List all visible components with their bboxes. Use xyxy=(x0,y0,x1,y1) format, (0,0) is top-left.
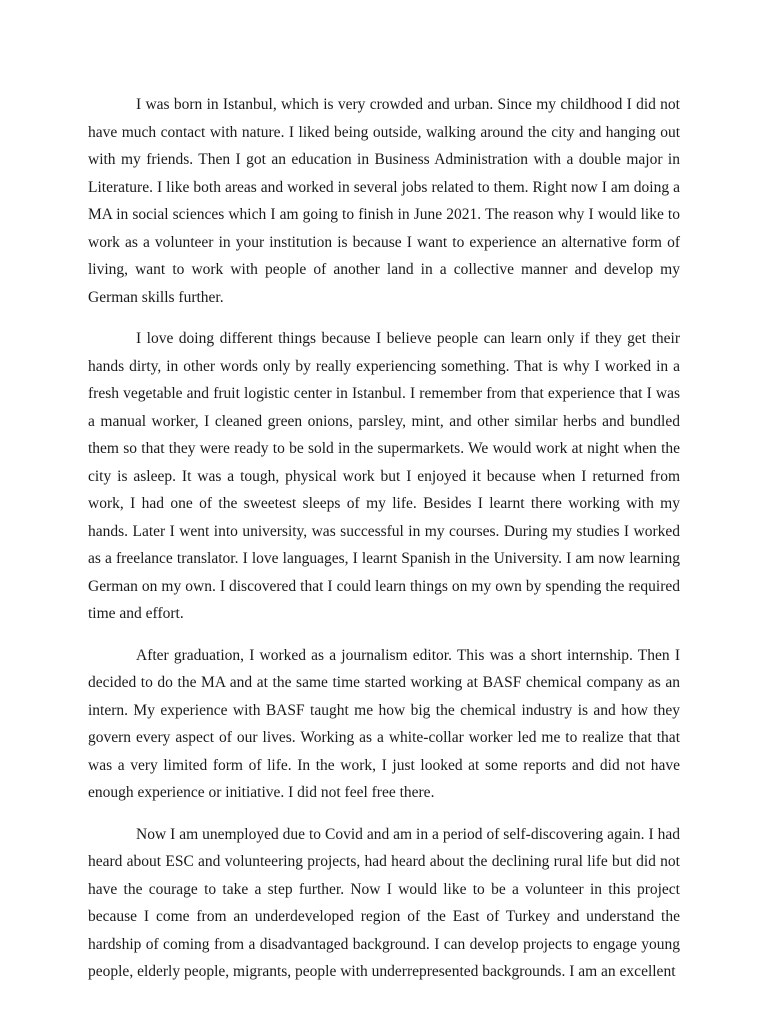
paragraph-1: I was born in Istanbul, which is very crowded and urban. Since my childhood I did not have much contact with nature. I liked being outside, walking around the city and hanging out with my friends. Then I got an education in Business Administration with a double major in Literature. I like both areas and worked in several jobs related to them. Right now I am doing a MA in social sciences which I am going to finish in June 2021. The reason why I would like to work as a volunteer in your institution is because I want to experience an alternative form of living, want to work with people of another land in a collective manner and develop my German skills further. xyxy=(88,96,680,306)
paragraph-3: After graduation, I worked as a journalism editor. This was a short internship. Then I decided to do the MA and at the same time started working at BASF chemical company as an intern. My experience with BASF taught me how big the chemical industry is and how they govern every aspect of our lives. Working as a white-collar worker led me to realize that that was a very limited form of life. In the work, I just looked at some reports and did not have enough experience or initiative. I did not feel free there. xyxy=(88,646,680,801)
paragraph-4: Now I am unemployed due to Covid and am in a period of self-discovering again. I had heard about ESC and volunteering projects, had heard about the declining rural life but did not have the courage to take a step further. Now I would like to be a volunteer in this project because I come from an underdeveloped region of the East of Turkey and understand the hardship of coming from a disadvantaged background. I can develop projects to engage young people, elderly people, migrants, people with underrepresented backgrounds. I am an excellent xyxy=(88,825,680,980)
paragraph-2: I love doing different things because I believe people can learn only if they get their hands dirty, in other words only by really experiencing something. That is why I worked in a fresh vegetable and fruit logistic center in Istanbul. I remember from that experience that I was a manual worker, I cleaned green onions, parsley, mint, and other similar herbs and bundled them so that they were ready to be sold in the supermarkets. We would work at night when the city is asleep. It was a tough, physical work but I enjoyed it because when I returned from work, I had one of the sweetest sleeps of my life. Besides I learnt there working with my hands. Later I went into university, was successful in my courses. During my studies I worked as a freelance translator. I love languages, I learnt Spanish in the University. I am now learning German on my own. I discovered that I could learn things on my own by spending the required time and effort. xyxy=(88,330,680,622)
